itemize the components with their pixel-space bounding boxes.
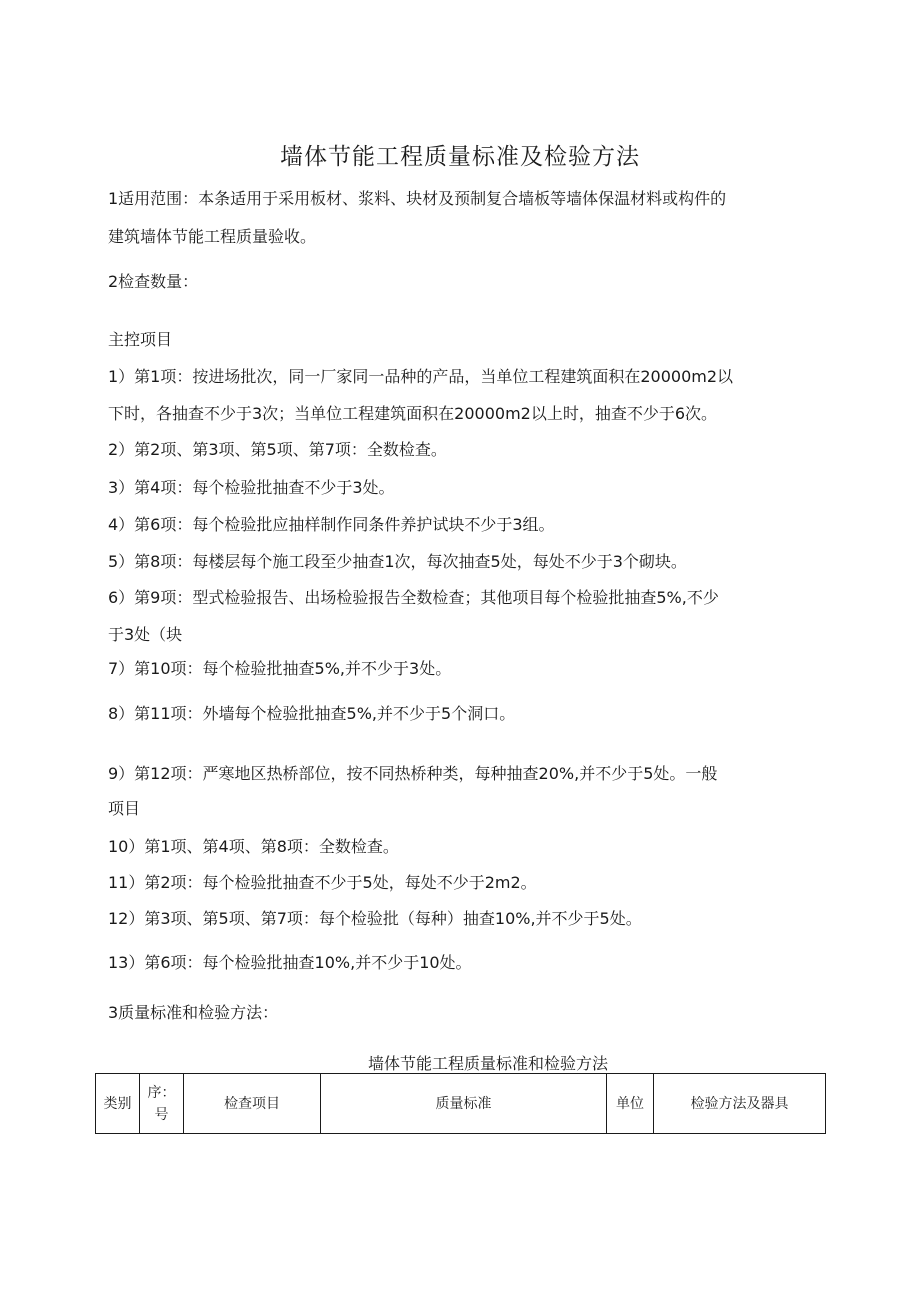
- item-3: 3）第4项：每个检验批抽查不少于3处。: [108, 478, 395, 497]
- quantity-heading: 2检查数量：: [108, 272, 199, 291]
- table-header-row: [96, 1074, 826, 1134]
- header-quality-standard: 质量标准: [321, 1074, 607, 1134]
- item-10: 10）第1项、第4项、第8项：全数检查。: [108, 837, 399, 856]
- header-serial-bottom: 号: [154, 1106, 169, 1123]
- header-unit: 单位: [607, 1074, 654, 1134]
- item-4: 4）第6项：每个检验批应抽样制作同条件养护试块不少于3组。: [108, 515, 555, 534]
- item-13: 13）第6项：每个检验批抽查10%,并不少于10处。: [108, 953, 472, 972]
- document-title: 墙体节能工程质量标准及检验方法: [280, 144, 640, 170]
- standards-heading: 3质量标准和检验方法：: [108, 1003, 279, 1022]
- item-8: 8）第11项：外墙每个检验批抽查5%,并不少于5个洞口。: [108, 704, 516, 723]
- item-1-line-1: 1）第1项：按进场批次，同一厂家同一品种的产品，当单位工程建筑面积在20000m2以: [108, 367, 734, 386]
- header-serial-top: 序：: [147, 1084, 176, 1101]
- item-12: 12）第3项、第5项、第7项：每个检验批（每种）抽查10%,并不少于5处。: [108, 909, 642, 928]
- item-6-line-2: 于3处（块: [108, 625, 183, 644]
- item-9-line-2: 项目: [108, 799, 141, 818]
- item-2: 2）第2项、第3项、第5项、第7项：全数检查。: [108, 440, 447, 459]
- table-caption: 墙体节能工程质量标准和检验方法: [367, 1054, 608, 1073]
- header-inspection-item: 检查项目: [184, 1074, 321, 1134]
- item-6-line-1: 6）第9项：型式检验报告、出场检验报告全数检查；其他项目每个检验批抽查5%,不少: [108, 588, 719, 607]
- item-5: 5）第8项：每楼层每个施工段至少抽查1次，每次抽查5处，每处不少于3个砌块。: [108, 552, 687, 571]
- quality-standards-table: [95, 1073, 826, 1134]
- header-method: 检验方法及器具: [654, 1074, 826, 1134]
- item-1-line-2: 下时，各抽查不少于3次；当单位工程建筑面积在20000m2以上时，抽查不少于6次。: [108, 404, 718, 423]
- header-category: 类别: [96, 1074, 140, 1134]
- item-11: 11）第2项：每个检验批抽查不少于5处，每处不少于2m2。: [108, 873, 537, 892]
- scope-line-2: 建筑墙体节能工程质量验收。: [108, 227, 317, 246]
- main-items-heading: 主控项目: [108, 330, 173, 349]
- item-7: 7）第10项：每个检验批抽查5%,并不少于3处。: [108, 659, 452, 678]
- item-9-line-1: 9）第12项：严寒地区热桥部位，按不同热桥种类，每种抽查20%,并不少于5处。一般: [108, 764, 718, 783]
- header-serial: [140, 1074, 184, 1134]
- scope-line-1: 1适用范围：本条适用于采用板材、浆料、块材及预制复合墙板等墙体保温材料或构件的: [108, 189, 727, 208]
